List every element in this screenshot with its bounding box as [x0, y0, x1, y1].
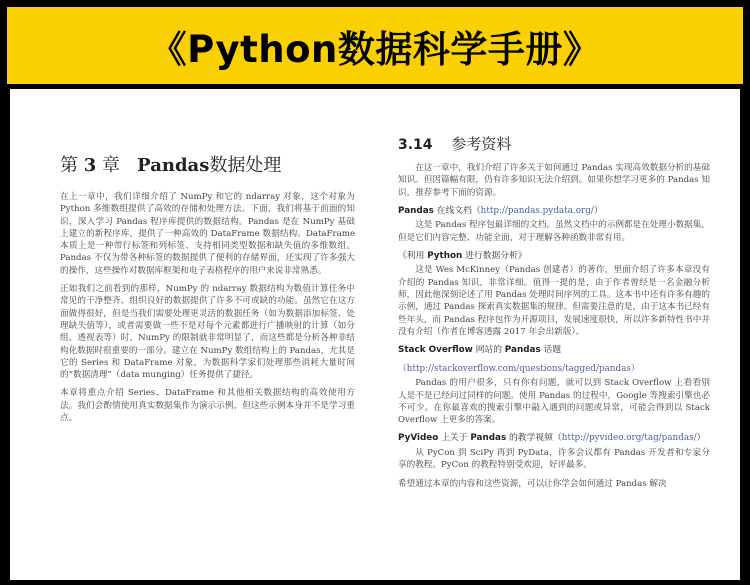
chapter-number: 3 — [83, 155, 97, 176]
book-page-spread — [10, 89, 740, 580]
closing-line: 希望通过本章的内容和这些资源，可以让你学会如何通过 Pandas 解决 — [398, 478, 667, 489]
paragraph-ndarray: 正如我们之前看到的那样，NumPy 的 ndarray 数据结构为数值计算任务中常见的干净整齐、组织良好的数据提供了许多不可或缺的功能。虽然它在这方面做得很好，但是当我们需要处理更灵活的数据任务（如为数据添加标签、处理缺失值等），或者需要做一些不是对每个元素都进行广播映射的计算（如分组、透视表等）时，NumPy 的限制就非常明显了，而这些都是分析各种非结构化数据时很重要的一部分。建立在 NumPy 数组结构上的 Pandas，尤其是它的 Series 和 DataFrame 对象，为数据科学家们处理那些消耗大量时间的“数据清理”（data munging）任务提供了捷径。 — [60, 284, 355, 381]
stackoverflow-pandas: Pandas — [504, 345, 541, 356]
resource-name: Pandas — [398, 205, 434, 216]
resource-pyvideo-text: 从 PyCon 到 SciPy 再到 PyData，许多会议都有 Pandas 开发者和专家分享的教程。PyCon 的教程特别受欢迎，好评最多。 — [398, 447, 710, 471]
section-title: 参考资料 — [451, 135, 512, 153]
book-title-python: Python — [427, 250, 463, 261]
book-title-open: 《利用 — [398, 250, 428, 261]
paragraph-chapter-focus: 本章将重点介绍 Series、DataFrame 和其他相关数据结构的高效使用方法。我们会酌情使用真实数据集作为演示示例，但这些示例本身并不是学习重点。 — [60, 388, 355, 424]
resource-pandas-docs-text: 这是 Pandas 程序包最详细的文档。虽然文档中的示例都是在处理小数据集，但是它们内容完整、功能全面，对于理解各种函数非常有用。 — [398, 220, 710, 243]
right-page — [398, 133, 710, 496]
resource-pyvideo-heading — [398, 432, 710, 445]
book-title-rest: 进行数据分析》 — [462, 250, 527, 261]
pyvideo-desc: 的教学视频（ — [506, 433, 562, 444]
resource-book-heading — [398, 250, 710, 263]
paren-close: ） — [696, 433, 706, 444]
section-intro: 在这一章中，我们介绍了许多关于如何通过 Pandas 实现高效数据分析的基础知识。但因篇幅有限，仍有许多知识无法介绍到。如果你想学习更多的 Pandas 知识，推荐参考下面的资源。 — [398, 163, 710, 198]
pyvideo-link[interactable]: http://pyvideo.org/tag/pandas/ — [561, 433, 697, 444]
resource-pandas-docs-heading — [398, 205, 710, 218]
stackoverflow-desc: 话题 — [540, 345, 562, 356]
paren-close: ） — [593, 205, 603, 216]
resource-desc: 在线文档（ — [433, 205, 481, 216]
resource-book-text: 这是 Wes McKinney（Pandas 创建者）的著作，里面介绍了许多本章没有介绍的 Pandas 知识，非常详细。值得一提的是，由于作者曾经是一名金融分析师，因此他深刻论述了用 Pandas 处理时间序列的工具。这本书中还有许多有趣的示例，通过 Pandas 探索真实数据集的规律。但需要注意的是，由于这本书已经有些年头，而 Pandas 程序包作为开源项目，发展速度很快，所以许多新特性书中并没有介绍（作者在博客透露 2017 年会出新版）。 — [398, 265, 710, 337]
paragraph-intro: 在上一章中，我们详细介绍了 NumPy 和它的 ndarray 对象，这个对象为 Python 多维数组提供了高效的存储和处理方法。下面，我们将基于前面的知识，深入学习 Pandas 程序库提供的数据结构。Pandas 是在 NumPy 基础上建立的新程序库，提供了一种高效的 DataFrame 数据结构。DataFrame 本质上是一种带行标签和列标签、支持相同类型数据和缺失值的多维数组。Pandas 不仅为带各种标签的数据提供了便利的存储界面，还实现了许多强大的操作，这些操作对数据库框架和电子表格程序的用户来说非常熟悉。 — [60, 192, 355, 276]
resource-stackoverflow-heading — [398, 344, 710, 357]
pyvideo-name: PyVideo — [398, 433, 439, 444]
section-heading — [398, 133, 710, 154]
left-page — [60, 151, 355, 430]
banner-title: 《Python数据科学手册》 — [149, 27, 601, 71]
stackoverflow-name: Stack Overflow — [398, 345, 473, 356]
pandas-docs-link[interactable]: http://pandas.pydata.org/ — [480, 205, 594, 216]
pyvideo-pandas: Pandas — [470, 433, 507, 444]
pyvideo-mid: 上关于 — [438, 433, 471, 444]
stackoverflow-link[interactable]: （http://stackoverflow.com/questions/tagged/pandas） — [398, 363, 640, 374]
chapter-suffix: 章 — [102, 155, 120, 176]
stackoverflow-mid: 网站的 — [472, 345, 505, 356]
chapter-title-cn: 数据处理 — [209, 155, 282, 176]
section-number: 3.14 — [398, 137, 433, 153]
resource-stackoverflow-text: Pandas 的用户很多，只有你有问题，就可以到 Stack Overflow 上看看别人是不是已经问过同样的问题。使用 Pandas 的过程中，Google 等搜索引擎也必不可少。在你最喜欢的搜索引擎中敲入遇到的问题或异常，可能会得到以 Stack Overflow 上更多的答案。 — [398, 378, 710, 426]
title-banner — [7, 7, 743, 84]
chapter-heading — [60, 151, 355, 177]
chapter-prefix: 第 — [60, 155, 78, 176]
chapter-title-en: Pandas — [137, 155, 210, 176]
